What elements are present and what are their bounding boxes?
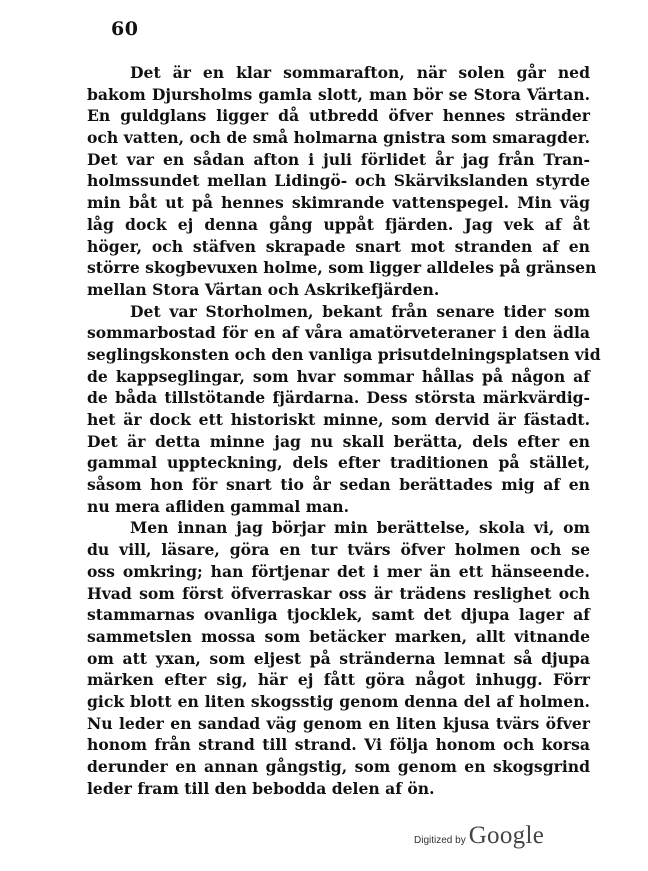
text-line: Hvad som först öfverraskar oss är trädens reslighet och [87,583,590,603]
text-line: Det är detta minne jag nu skall berätta, dels efter en [87,431,590,451]
text-line: seglingskonsten och den vanliga prisutdelningsplatsen vid [87,344,601,364]
text-line: Det var en sådan afton i juli förlidet år jag från Tran- [87,149,590,169]
text-line: du vill, läsare, göra en tur tvärs öfver holmen och se [87,540,590,560]
text-line: de båda tillstötande fjärdarna. Dess största märkvärdig- [87,388,590,408]
text-line: och vatten, och de små holmarna gnistra som smaragder. [87,128,590,148]
google-logo: Google [468,822,545,849]
text-line: gick blott en liten skogsstig genom denna del af holmen. [87,691,590,711]
text-line: märken efter sig, här ej fått göra något inhugg. Förr [87,670,590,690]
text-line: bakom Djursholms gamla slott, man bör se Stora Värtan. [87,84,590,104]
text-line: Nu leder en sandad väg genom en liten kjusa tvärs öfver [87,713,590,733]
text-line: höger, och stäfven skrapade snart mot stranden af en [87,236,590,256]
body-text [87,62,601,799]
text-line: leder fram till den bebodda delen af ön. [87,778,435,798]
digitized-by-watermark [414,822,544,850]
text-line: såsom hon för snart tio år sedan berättades mig af en [87,475,590,495]
text-line: Det är en klar sommarafton, när solen går ned [130,63,590,82]
text-line: nu mera afliden gammal man. [87,496,350,516]
text-line: Men innan jag börjar min berättelse, skola vi, om [130,518,590,538]
text-line: stammarnas ovanliga tjocklek, samt det djupa lager af [87,605,590,625]
text-line: Det var Storholmen, bekant från senare tider som [130,301,590,321]
text-line: honom från strand till strand. Vi följa honom och korsa [87,735,590,755]
text-line: min båt ut på hennes skimrande vattenspegel. Min väg [87,193,590,213]
text-line: oss omkring; han förtjenar det i mer än ett hänseende. [87,561,590,581]
watermark-prefix: Digitized by [414,835,466,846]
text-line: holmssundet mellan Lidingö- och Skärvikslanden styrde [87,171,590,191]
text-line: gammal uppteckning, dels efter traditionen på stället, [87,453,590,473]
text-line: derunder en annan gångstig, som genom en skogsgrind [87,757,590,776]
text-line: sammetslen mossa som betäcker marken, allt vitnande [87,626,590,646]
text-line: de kappseglingar, som hvar sommar hållas på någon af [87,366,590,386]
page-number: 60 [111,18,139,40]
text-line: het är dock ett historiskt minne, som dervid är fästadt. [87,410,590,429]
text-line: större skogbevuxen holme, som ligger alldeles på gränsen [87,258,597,278]
text-line: sommarbostad för en af våra amatörveteraner i den ädla [87,323,590,343]
text-line: mellan Stora Värtan och Askrikefjärden. [87,279,440,299]
text-line: om att yxan, som eljest på stränderna lemnat så djupa [87,648,590,668]
text-line: låg dock ej denna gång uppåt fjärden. Jag vek af åt [87,214,590,234]
text-line: En guldglans ligger då utbredd öfver hennes stränder [87,106,590,126]
